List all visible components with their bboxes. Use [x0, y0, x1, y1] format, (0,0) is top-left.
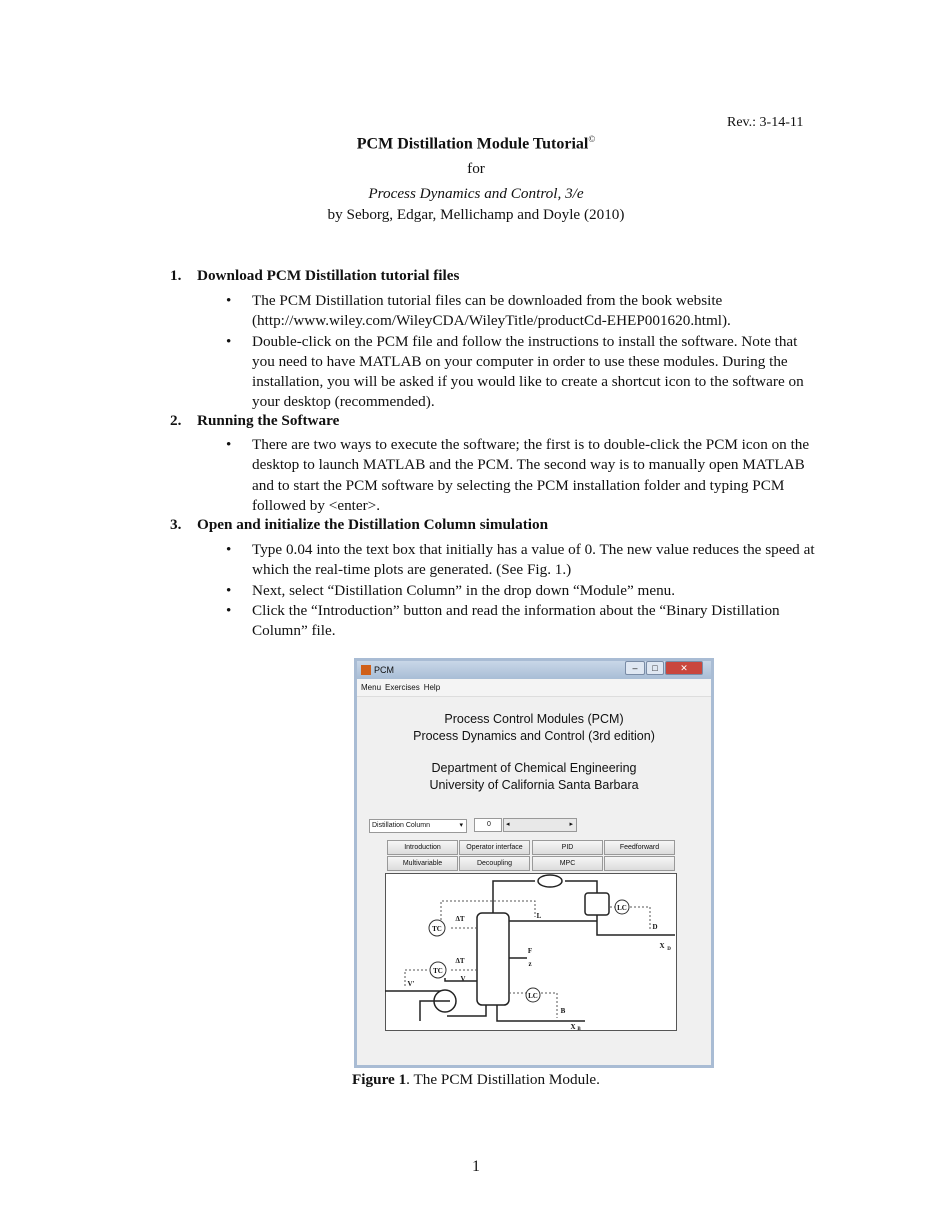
label-delta-t: ΔT	[455, 957, 465, 965]
list-item: • Next, select “Distillation Column” in the drop down “Module” menu.	[226, 581, 816, 601]
section-title: Running the Software	[197, 412, 340, 429]
authors: by Seborg, Edgar, Mellichamp and Doyle (2010)	[327, 206, 625, 223]
reflux-drum-shape	[585, 893, 609, 915]
label-xd-sub: D	[667, 947, 671, 952]
label-xd: X	[659, 942, 665, 950]
label-b: B	[560, 1007, 566, 1015]
section-3-list	[226, 540, 816, 641]
multivariable-button: Multivariable	[387, 856, 458, 871]
heading-pcm: Process Control Modules (PCM)	[444, 712, 624, 726]
label-xb-sub: B	[577, 1027, 581, 1031]
label-tc: TC	[433, 967, 443, 975]
heading-department: Department of Chemical Engineering	[431, 761, 637, 775]
label-tc: TC	[432, 925, 442, 933]
window-title: PCM	[374, 665, 394, 675]
label-lc: LC	[528, 992, 538, 1000]
book-title: Process Dynamics and Control, 3/e	[368, 185, 584, 202]
section-number: 3.	[170, 516, 182, 533]
module-select-value: Distillation Column	[372, 822, 430, 829]
introduction-button: Introduction	[387, 840, 458, 855]
copyright-mark: ©	[588, 134, 596, 144]
mpc-button: MPC	[532, 856, 603, 871]
distillation-column-diagram	[385, 873, 677, 1031]
section-1-heading	[170, 267, 459, 285]
label-delta-t: ΔT	[455, 915, 465, 923]
label-lc: LC	[617, 904, 627, 912]
empty-button	[604, 856, 675, 871]
column-shape	[477, 913, 509, 1005]
section-1-list	[226, 291, 816, 413]
caption-label: Figure 1	[352, 1071, 407, 1088]
section-number: 2.	[170, 412, 182, 429]
heading-university: University of California Santa Barbara	[429, 778, 639, 792]
figure-caption	[0, 1071, 952, 1089]
menu-bar	[357, 679, 711, 697]
label-v: V	[460, 975, 466, 983]
caption-text: . The PCM Distillation Module.	[406, 1071, 600, 1088]
close-icon: ✕	[665, 661, 703, 675]
label-f: F	[527, 947, 533, 955]
pid-button: PID	[532, 840, 603, 855]
minimize-icon: –	[625, 661, 645, 675]
condenser-shape	[538, 875, 562, 887]
menu-item-menu: Menu	[361, 683, 382, 692]
label-l: L	[536, 912, 542, 920]
list-item: • The PCM Distillation tutorial files can be downloaded from the book website (http://www.wiley.com/WileyCDA/WileyTitle/productCd-EHEP001620.html).	[226, 291, 816, 332]
section-2-list	[226, 435, 816, 516]
for-line: for	[467, 160, 485, 177]
document-title	[0, 134, 952, 153]
maximize-icon: □	[646, 661, 664, 675]
feedforward-button: Feedforward	[604, 840, 675, 855]
section-title: Download PCM Distillation tutorial files	[197, 267, 460, 284]
operator-interface-button: Operator interface	[459, 840, 530, 855]
dropdown-arrow-icon: ▾	[459, 822, 463, 829]
label-z: z	[528, 960, 532, 968]
revision-date: Rev.: 3-14-11	[727, 115, 804, 130]
module-select	[369, 819, 467, 833]
label-xb: X	[570, 1023, 576, 1031]
heading-book: Process Dynamics and Control (3rd edition)	[413, 729, 655, 743]
speed-input: 0	[474, 818, 502, 832]
pcm-window-screenshot	[354, 658, 714, 1068]
label-v-prime: V'	[407, 980, 415, 988]
section-2-heading	[170, 412, 339, 430]
section-number: 1.	[170, 267, 182, 284]
decoupling-button: Decoupling	[459, 856, 530, 871]
list-item: • There are two ways to execute the software; the first is to double-click the PCM icon on the desktop to launch MATLAB and the PCM. The second way is to manually open MATLAB and to start the PCM software by selecting the PCM installation folder and typing PCM followed by <enter>.	[226, 435, 816, 516]
section-3-heading	[170, 516, 548, 534]
list-item: • Click the “Introduction” button and read the information about the “Binary Distillation Column” file.	[226, 601, 816, 642]
label-d: D	[652, 923, 658, 931]
list-item: • Double-click on the PCM file and follow the instructions to install the software. Note that you need to have MATLAB on your computer in order to use these modules. During the installation, you will be asked if you would like to create a shortcut icon to the software on your desktop (recommended).	[226, 332, 816, 413]
matlab-logo-icon	[361, 665, 371, 675]
window-titlebar	[357, 661, 711, 679]
menu-item-exercises: Exercises	[385, 683, 420, 692]
menu-item-help: Help	[423, 683, 441, 692]
speed-slider: ◂ ▸	[503, 818, 577, 832]
title-text: PCM Distillation Module Tutorial	[356, 135, 589, 153]
list-item: • Type 0.04 into the text box that initially has a value of 0. The new value reduces the speed at which the real-time plots are generated. (See Fig. 1.)	[226, 540, 816, 581]
section-title: Open and initialize the Distillation Column simulation	[197, 516, 549, 533]
page-number: 1	[472, 1158, 480, 1175]
